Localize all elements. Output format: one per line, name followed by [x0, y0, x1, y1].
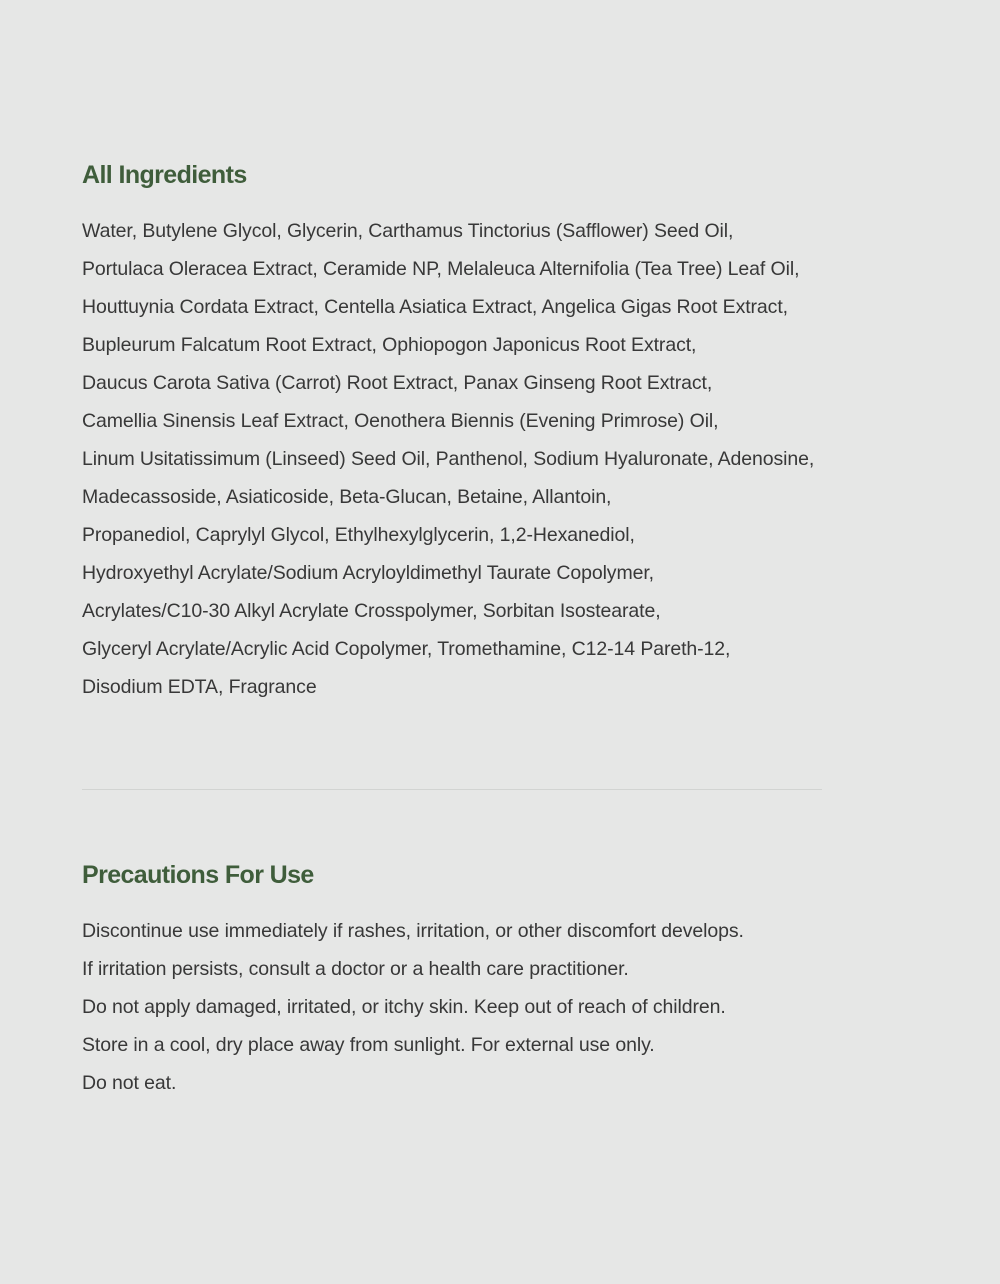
ingredients-line: Water, Butylene Glycol, Glycerin, Carthamus Tinctorius (Safflower) Seed Oil, [82, 220, 734, 242]
ingredients-line: Acrylates/C10-30 Alkyl Acrylate Crosspolymer, Sorbitan Isostearate, [82, 600, 661, 622]
ingredients-line: Daucus Carota Sativa (Carrot) Root Extract, Panax Ginseng Root Extract, [82, 372, 713, 394]
ingredients-line: Portulaca Oleracea Extract, Ceramide NP, Melaleuca Alternifolia (Tea Tree) Leaf Oil, [82, 258, 800, 280]
ingredients-line: Camellia Sinensis Leaf Extract, Oenothera Biennis (Evening Primrose) Oil, [82, 410, 719, 432]
ingredients-list [82, 212, 902, 706]
ingredients-line: Hydroxyethyl Acrylate/Sodium Acryloyldimethyl Taurate Copolymer, [82, 562, 654, 584]
precautions-list [82, 912, 902, 1102]
precautions-heading: Precautions For Use [82, 861, 314, 889]
ingredients-line: Houttuynia Cordata Extract, Centella Asiatica Extract, Angelica Gigas Root Extract, [82, 296, 788, 318]
ingredients-line: Bupleurum Falcatum Root Extract, Ophiopogon Japonicus Root Extract, [82, 334, 697, 356]
precautions-line: If irritation persists, consult a doctor or a health care practitioner. [82, 958, 629, 980]
precautions-line: Do not apply damaged, irritated, or itchy skin. Keep out of reach of children. [82, 996, 726, 1018]
precautions-line: Discontinue use immediately if rashes, irritation, or other discomfort develops. [82, 920, 744, 942]
precautions-line: Do not eat. [82, 1072, 177, 1094]
ingredients-line: Disodium EDTA, Fragrance [82, 676, 317, 698]
ingredients-section [82, 160, 902, 706]
ingredients-heading: All Ingredients [82, 161, 247, 189]
precautions-section [82, 860, 902, 1102]
precautions-line: Store in a cool, dry place away from sunlight. For external use only. [82, 1034, 655, 1056]
ingredients-line: Linum Usitatissimum (Linseed) Seed Oil, Panthenol, Sodium Hyaluronate, Adenosine, [82, 448, 815, 470]
ingredients-line: Propanediol, Caprylyl Glycol, Ethylhexylglycerin, 1,2-Hexanediol, [82, 524, 635, 546]
ingredients-line: Madecassoside, Asiaticoside, Beta-Glucan, Betaine, Allantoin, [82, 486, 612, 508]
ingredients-line: Glyceryl Acrylate/Acrylic Acid Copolymer, Tromethamine, C12-14 Pareth-12, [82, 638, 731, 660]
section-divider [82, 789, 822, 790]
